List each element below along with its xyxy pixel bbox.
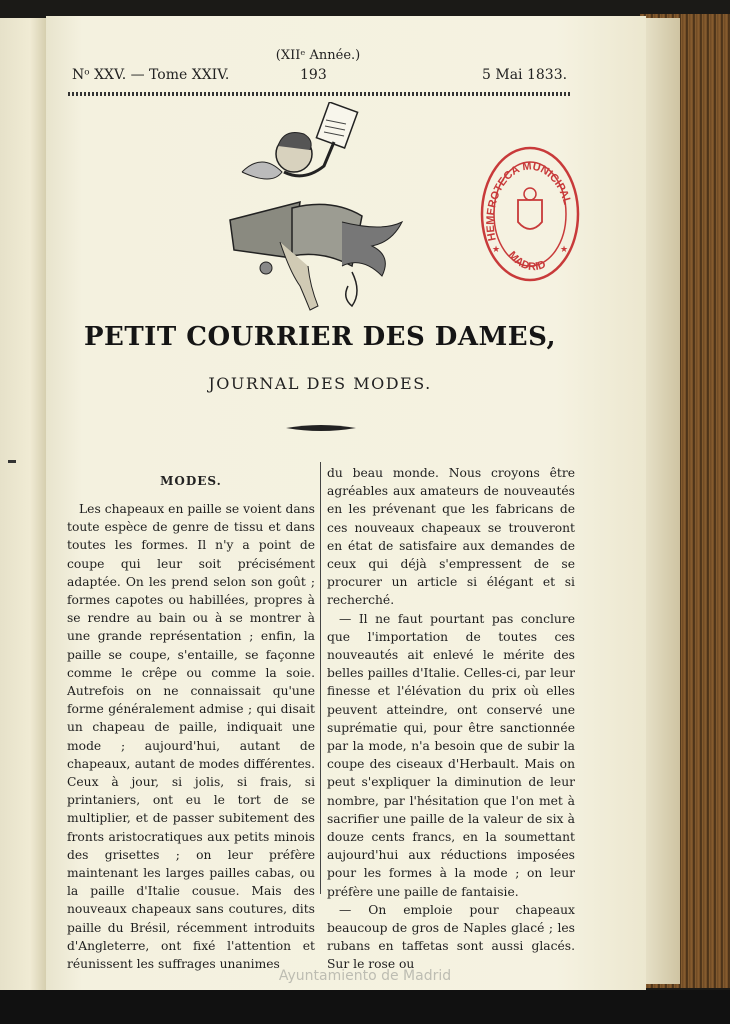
scan-bottom-border <box>0 990 730 1024</box>
article-paragraph: — On emploie pour chapeaux beaucoup de gros de Naples glacé ; les rubans en taffetas sont aussi glacés. Sur le rose ou <box>327 902 575 972</box>
article-paragraph: — Il ne faut pourtant pas conclure que l'importation de toutes ces nouveautés ait enlevé le mérite des belles pailles d'Italie. Celles-ci, par leur finesse et l'élévation du prix où elles peuvent atteindre, ont conservé une suprématie qui, pour être sanctionnée par la mode, n'a besoin que de subir la coupe des ciseaux d'Herbault. Mais on peut s'expliquer la diminution de leur nombre, par l'hésitation que l'on met à sacrifier une paille de la valeur de six à douze cents francs, en la soumettant aujourd'hui aux réductions imposées pour les formes à la mode ; on leur préfère une paille de fantaisie. <box>327 611 575 899</box>
header-rule <box>68 92 572 96</box>
article-paragraph-continuation: du beau monde. Nous croyons être agréables aux amateurs de nouveautés en les prévenant que les fabricans de ces nouveaux chapeaux se trouveront en état de satisfaire aux demandes de ceux qui déjà s'empressent de se procurer un article si élégant et si recherché. <box>327 466 575 608</box>
svg-text:★: ★ <box>492 245 501 255</box>
column-divider <box>320 462 321 894</box>
ornament-divider-icon <box>286 423 356 433</box>
masthead-subtitle: JOURNAL DES MODES. <box>208 374 432 393</box>
article-paragraph: Les chapeaux en paille se voient dans toute espèce de genre de tissu et dans toutes les formes. Il n'y a point de coupe qui leur soit précisément adaptée. On les prend selon son goût ; formes capotes ou habillées, propres à se rendre au bain ou à se montrer à une grande représentation ; enfin, la paille se coupe, s'entaille, se façonne comme le crêpe ou comme la soie. Autrefois on ne connaissait qu'une forme généralement admise ; qui disait un chapeau de paille, indiquait une mode ; aujourd'hui, autant de chapeaux, autant de modes différentes. Ceux à jour, si jolis, si frais, si printaniers, ont eu le tort de se multiplier, et de passer subitement des fronts aristocratiques aux petits minois des grisettes ; on leur préfère maintenant les larges pailles cabas, ou la paille d'Italie cousue. Mais des nouveaux chapeaux sans coutures, dits paille du Brésil, récemment introduits d'Angleterre, ont fixé l'attention et réunissent les suffrages unanimes <box>67 502 315 972</box>
masthead-title: PETIT COURRIER DES DAMES, <box>83 322 557 352</box>
stamp-text-top: HEMEROTECA MUNICIPAL <box>484 160 574 242</box>
watermark-text: Ayuntamiento de Madrid <box>278 968 452 984</box>
page-number: 193 <box>300 67 327 83</box>
svg-text:★: ★ <box>560 245 569 255</box>
margin-mark <box>8 460 16 463</box>
page-stack-edge <box>640 18 680 984</box>
stamp-text-bottom: MADRID <box>505 249 548 274</box>
issue-number: Nᵒ XXV. — Tome XXIV. <box>72 67 230 83</box>
hemeroteca-municipal-stamp <box>478 144 582 286</box>
issue-date: 5 Mai 1833. <box>482 67 568 83</box>
section-heading-modes: MODES. <box>160 474 222 488</box>
article-column-left <box>67 500 315 973</box>
left-page-edge <box>0 18 50 990</box>
cherub-vignette-illustration <box>222 102 412 318</box>
year-label: (XIIᵉ Année.) <box>275 48 361 63</box>
article-column-right <box>327 464 575 974</box>
scan-top-border <box>0 0 730 16</box>
